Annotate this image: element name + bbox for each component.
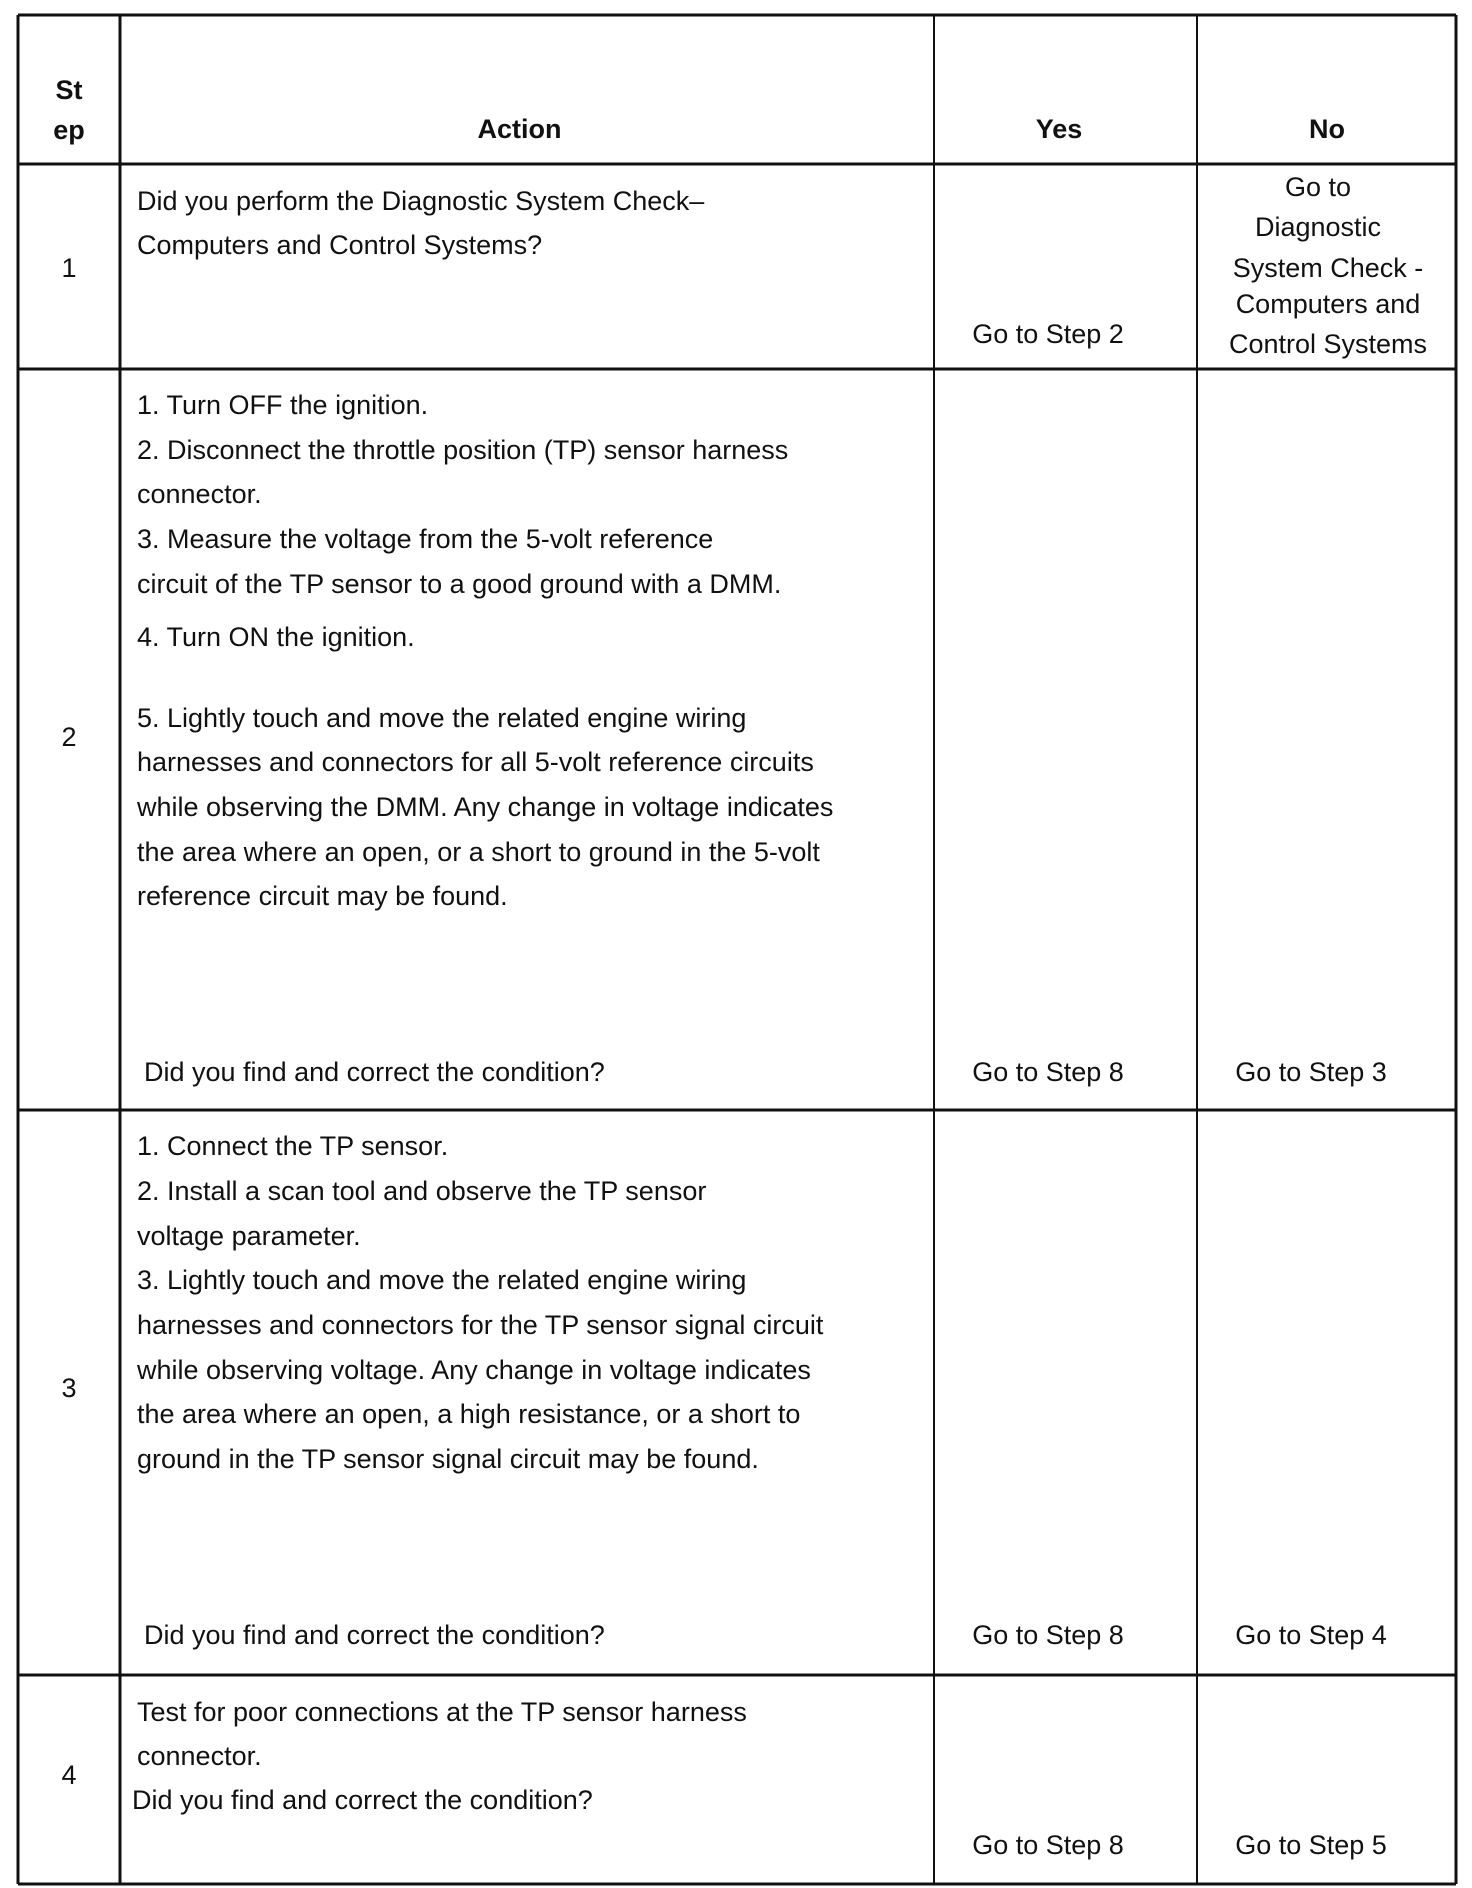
no-target-line: Diagnostic [1254,212,1382,242]
step-question: Did you find and correct the condition? [144,1057,605,1087]
action-line: 1. Connect the TP sensor. [137,1131,449,1161]
header-no: No [1309,114,1345,144]
action-line: Computers and Control Systems? [137,230,543,260]
step-number: 3 [61,1373,77,1403]
step-number: 4 [61,1760,77,1790]
step-question: Did you find and correct the condition? [132,1785,593,1815]
action-line: reference circuit may be found. [137,881,508,911]
no-target: Go to Step 4 [1235,1620,1387,1650]
action-line: the area where an open, a high resistance, or a short to [137,1399,801,1429]
action-line: the area where an open, or a short to ground in the 5-volt [137,837,820,867]
action-line: harnesses and connectors for the TP sensor signal circuit [137,1310,824,1340]
action-line: while observing the DMM. Any change in voltage indicates [137,792,834,822]
action-line: ground in the TP sensor signal circuit may be found. [137,1444,759,1474]
step-number: 1 [61,253,77,283]
no-target-line: Control Systems [1228,329,1428,359]
yes-target: Go to Step 8 [972,1620,1124,1650]
step-question: Did you find and correct the condition? [144,1620,605,1650]
no-target-line: Go to [1284,172,1352,202]
action-line: Test for poor connections at the TP sensor harness [137,1697,747,1727]
header-action: Action [477,114,562,144]
no-target: Go to Step 5 [1235,1830,1387,1860]
no-target-line: Computers and [1235,289,1421,319]
action-line: 5. Lightly touch and move the related engine wiring [137,703,747,733]
header-step-line2: ep [53,115,85,145]
step-number: 2 [61,722,77,752]
header-step-line1: St [55,75,83,105]
action-line: Did you perform the Diagnostic System Check– [137,186,705,216]
action-line: harnesses and connectors for all 5-volt reference circuits [137,747,814,777]
action-line: 3. Lightly touch and move the related engine wiring [137,1265,747,1295]
yes-target: Go to Step 2 [972,319,1124,349]
yes-target: Go to Step 8 [972,1830,1124,1860]
action-line: 2. Disconnect the throttle position (TP) sensor harness [137,435,789,465]
action-line: voltage parameter. [137,1221,361,1251]
action-line: connector. [137,479,262,509]
action-line: circuit of the TP sensor to a good ground with a DMM. [137,569,782,599]
action-line: 2. Install a scan tool and observe the TP sensor [137,1176,707,1206]
no-target: Go to Step 3 [1235,1057,1387,1087]
action-line: 1. Turn OFF the ignition. [137,390,429,420]
header-yes: Yes [1035,114,1083,144]
action-line: connector. [137,1741,262,1771]
action-line: 4. Turn ON the ignition. [137,622,415,652]
no-target-line: System Check - [1232,253,1424,283]
action-line: 3. Measure the voltage from the 5-volt reference [137,524,714,554]
action-line: while observing voltage. Any change in voltage indicates [137,1355,811,1385]
yes-target: Go to Step 8 [972,1057,1124,1087]
